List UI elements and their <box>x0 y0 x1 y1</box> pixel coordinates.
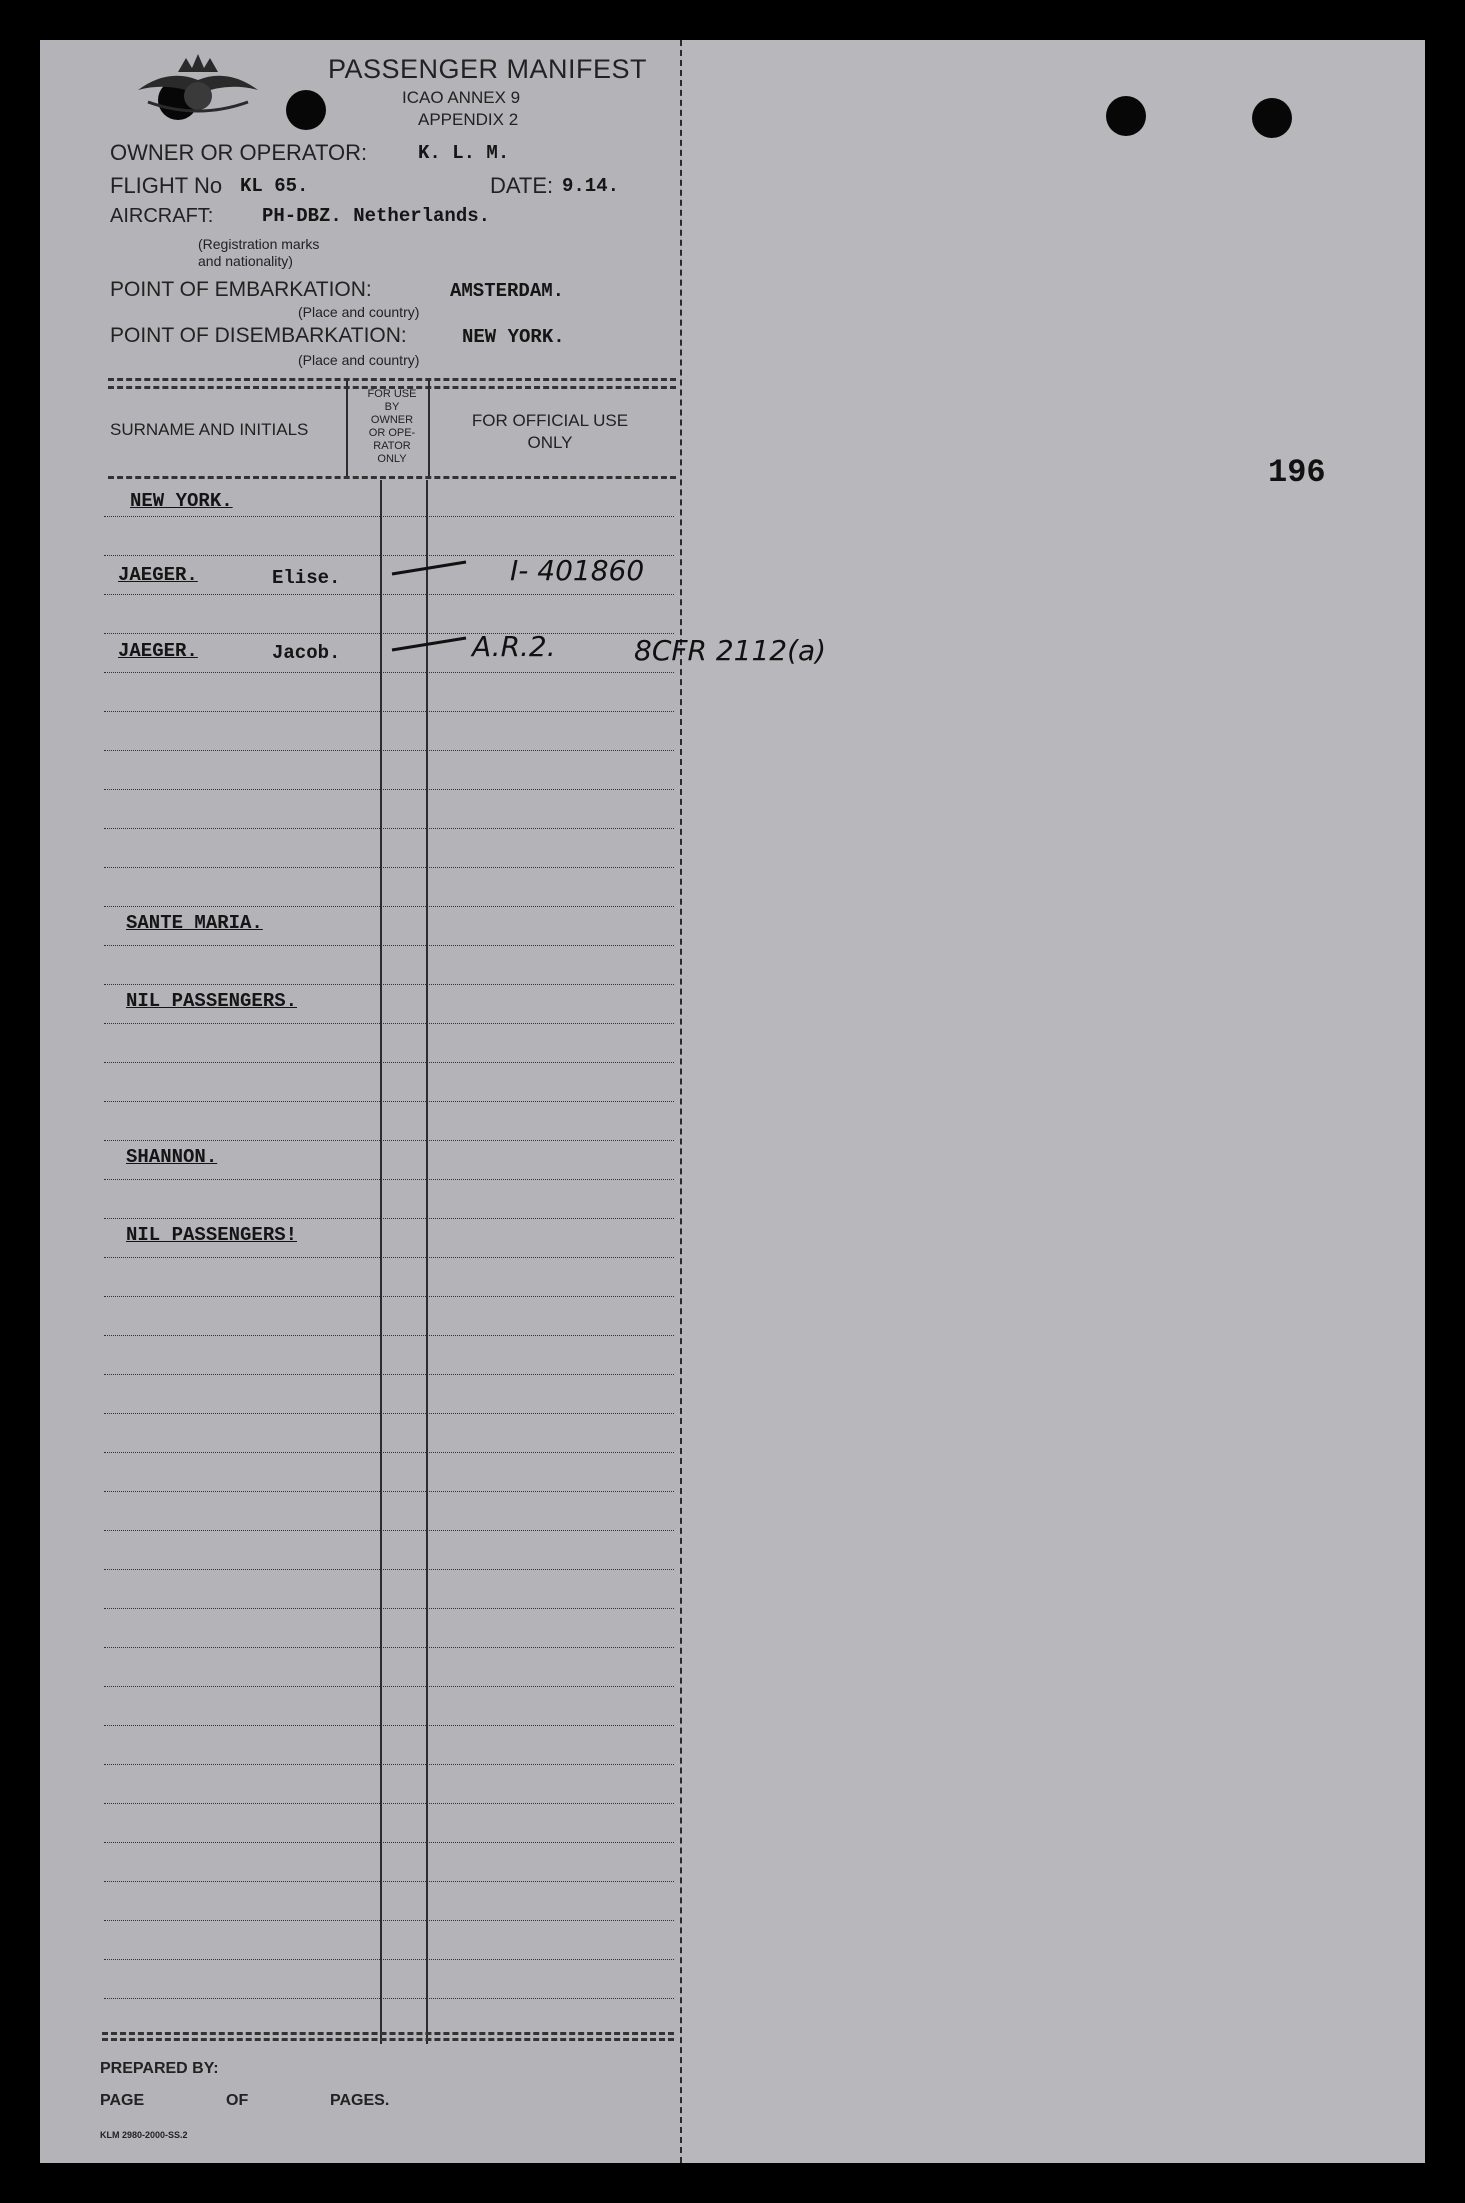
klm-crown-logo <box>128 50 268 130</box>
ledger-line <box>104 828 674 829</box>
ledger-line <box>104 1998 674 1999</box>
date-value: 9.14. <box>562 175 620 197</box>
stop-heading: NEW YORK. <box>130 490 233 512</box>
ledger-line <box>104 1842 674 1843</box>
ledger-line <box>104 711 674 712</box>
column-header-surname: SURNAME AND INITIALS <box>110 420 309 439</box>
ledger-line <box>104 1491 674 1492</box>
punch-hole <box>286 90 326 130</box>
pages-label: PAGES. <box>330 2092 390 2109</box>
aircraft-value: PH-DBZ. Netherlands. <box>262 205 491 227</box>
page-title: PASSENGER MANIFEST <box>328 54 648 84</box>
ledger-line <box>104 1725 674 1726</box>
ledger-line <box>104 1647 674 1648</box>
embarkation-note: (Place and country) <box>298 304 420 320</box>
embarkation-value: AMSTERDAM. <box>450 280 565 302</box>
owner-value: K. L. M. <box>418 142 510 164</box>
ledger-line <box>104 1218 674 1219</box>
stop-note: NIL PASSENGERS. <box>126 990 298 1012</box>
ledger-line <box>104 906 674 907</box>
dash-mark <box>390 558 470 578</box>
ledger-line <box>104 1062 674 1063</box>
manifest-sheet <box>40 40 1425 2163</box>
flight-value: KL 65. <box>240 175 309 197</box>
disembarkation-value: NEW YORK. <box>462 326 565 348</box>
header-divider <box>108 378 676 381</box>
aircraft-label: AIRCRAFT: <box>110 205 214 227</box>
ledger-line <box>104 1803 674 1804</box>
column-header-official: FOR OFFICIAL USE ONLY <box>471 411 629 452</box>
passenger-surname: JAEGER. <box>118 640 198 662</box>
table-footer-rule <box>102 2038 674 2041</box>
disembarkation-note: (Place and country) <box>298 352 420 368</box>
ledger-line <box>104 1023 674 1024</box>
column-divider <box>380 480 382 2044</box>
ledger-line <box>104 1335 674 1336</box>
flight-label: FLIGHT No <box>110 173 223 198</box>
of-label: OF <box>226 2092 249 2109</box>
ledger-line <box>104 1257 674 1258</box>
ledger-line <box>104 789 674 790</box>
dash-mark <box>390 634 470 654</box>
punch-hole <box>1252 98 1292 138</box>
ledger-line <box>104 1374 674 1375</box>
ledger-line <box>104 1140 674 1141</box>
ledger-line <box>104 1959 674 1960</box>
ledger-line <box>104 1296 674 1297</box>
ledger-line <box>104 1764 674 1765</box>
passenger-given-name: Elise. <box>272 567 341 589</box>
ledger-line <box>104 750 674 751</box>
ledger-line <box>104 1686 674 1687</box>
ledger-line <box>104 1920 674 1921</box>
column-divider <box>428 380 430 476</box>
ledger-line <box>104 1413 674 1414</box>
column-divider <box>426 480 428 2044</box>
ledger-line <box>104 1179 674 1180</box>
aircraft-note: (Registration marks <box>198 236 320 252</box>
prepared-by-label: PREPARED BY: <box>100 2060 219 2077</box>
column-header-owner-use: FOR USE BY OWNER OR OPE- RATOR ONLY <box>367 388 417 465</box>
disembarkation-label: POINT OF DISEMBARKATION: <box>110 324 407 347</box>
ledger-line <box>104 633 674 634</box>
ledger-line <box>104 1608 674 1609</box>
ledger-line <box>104 1452 674 1453</box>
official-note: I- 401860 <box>510 554 645 587</box>
passenger-given-name: Jacob. <box>272 642 341 664</box>
stop-heading: SANTE MARIA. <box>126 912 263 934</box>
ledger-line <box>104 1530 674 1531</box>
ledger-line <box>104 984 674 985</box>
page-label: PAGE <box>100 2092 145 2109</box>
ledger-line <box>104 867 674 868</box>
ledger-line <box>104 945 674 946</box>
ledger-line <box>104 594 674 595</box>
stop-heading: SHANNON. <box>126 1146 218 1168</box>
ledger-line <box>104 516 674 517</box>
aircraft-note: and nationality) <box>198 253 293 269</box>
embarkation-label: POINT OF EMBARKATION: <box>110 278 372 301</box>
owner-label: OWNER OR OPERATOR: <box>110 140 368 165</box>
table-footer-rule <box>102 2032 674 2035</box>
annex-label: ICAO ANNEX 9 <box>402 88 521 107</box>
stop-note: NIL PASSENGERS! <box>126 1224 298 1246</box>
passenger-surname: JAEGER. <box>118 564 198 586</box>
date-label: DATE: <box>490 173 554 198</box>
table-header-rule <box>108 476 676 479</box>
page-number: 196 <box>1268 454 1326 491</box>
official-note: A.R.2. <box>472 630 556 663</box>
ledger-line <box>104 672 674 673</box>
official-note: 8CFR 2112(a) <box>634 634 827 667</box>
ledger-line <box>104 1569 674 1570</box>
appendix-label: APPENDIX 2 <box>418 110 519 129</box>
ledger-line <box>104 1881 674 1882</box>
form-code: KLM 2980-2000-SS.2 <box>100 2130 188 2140</box>
punch-hole <box>1106 96 1146 136</box>
ledger-line <box>104 1101 674 1102</box>
column-divider <box>346 380 348 476</box>
